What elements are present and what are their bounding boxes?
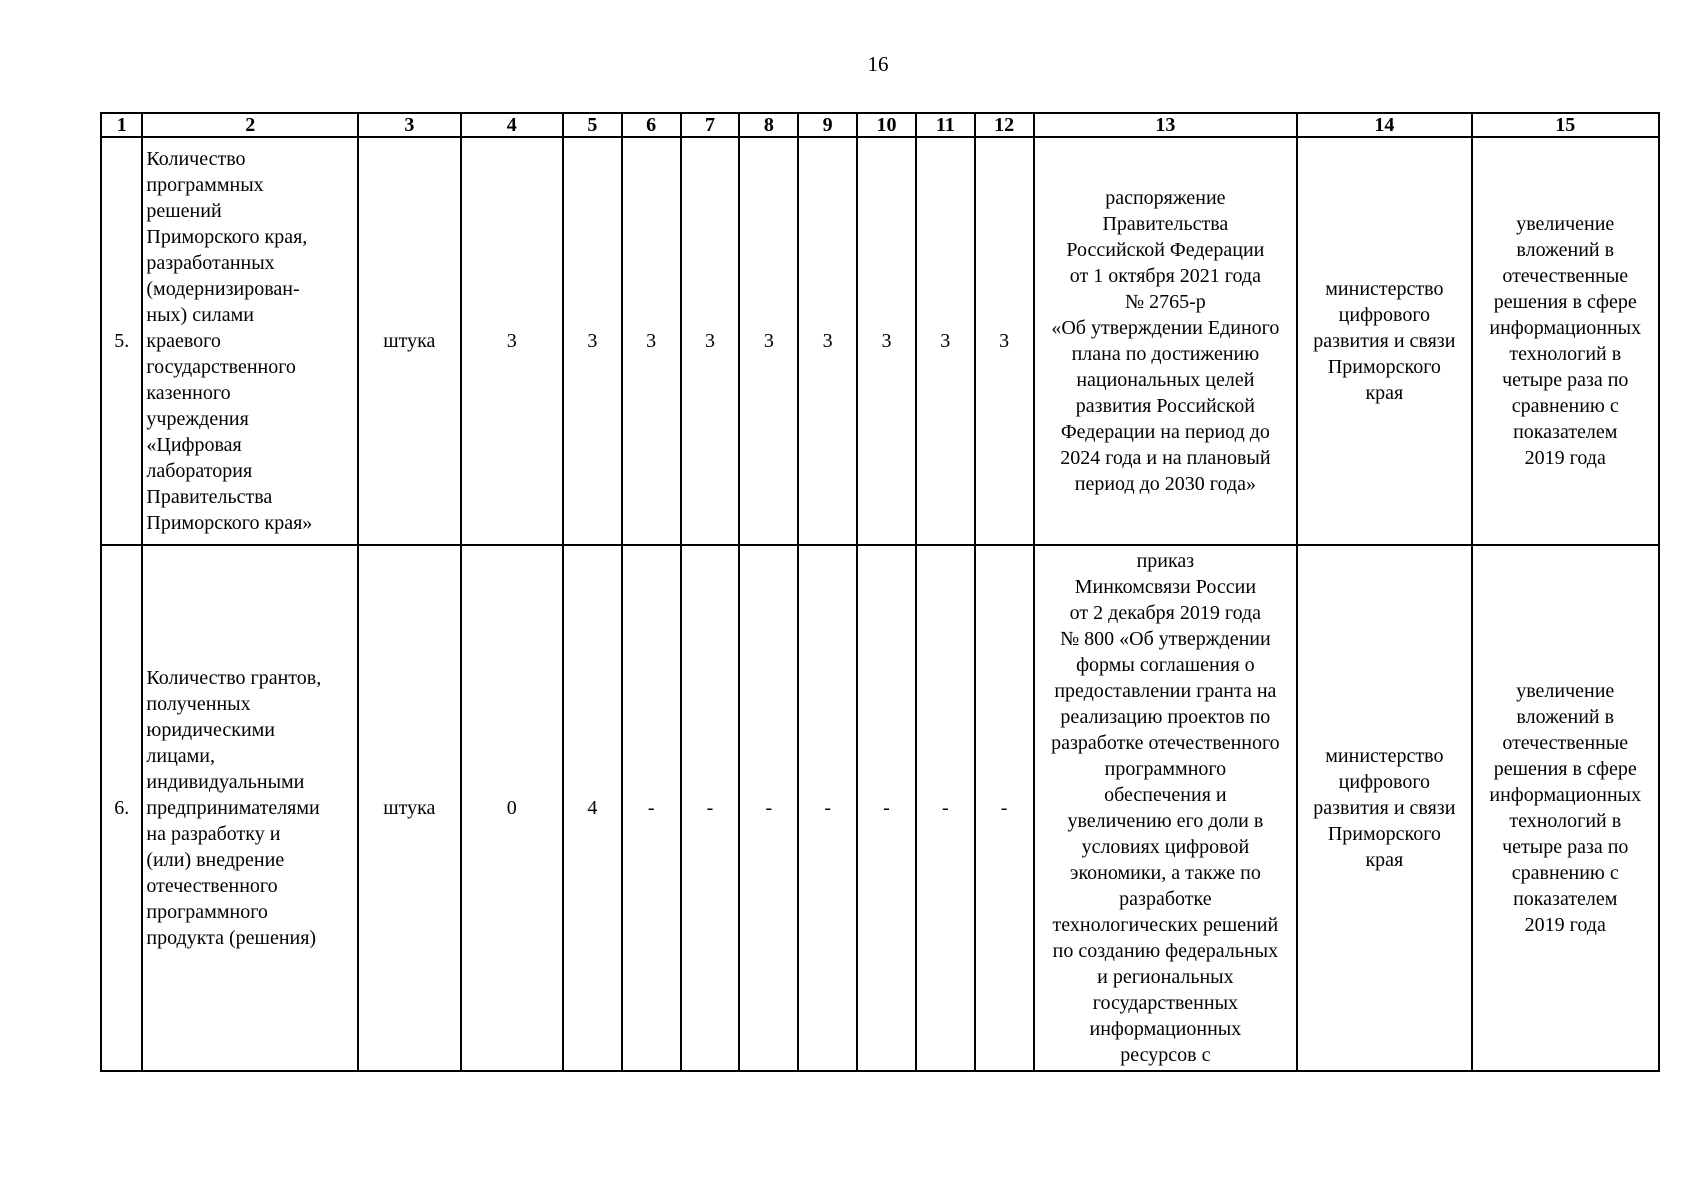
row-number: 5.: [101, 137, 142, 545]
responsible-cell: министерство цифрового развития и связи Приморского края: [1297, 137, 1471, 545]
indicator-name: Количество программных решений Приморского края, разработанных (модернизирован- ных) силами краевого государственного казенного учреждения «Цифровая лаборатория Правительства Приморского края»: [142, 137, 358, 545]
value-cell: -: [916, 545, 975, 1071]
column-header: 9: [798, 113, 857, 137]
header-row: [101, 113, 1659, 137]
value-cell: 3: [461, 137, 563, 545]
column-header: 5: [563, 113, 622, 137]
value-cell: 3: [798, 137, 857, 545]
column-header: 3: [358, 113, 460, 137]
value-cell: 3: [975, 137, 1034, 545]
indicators-table: [100, 112, 1660, 1072]
column-header: 10: [857, 113, 916, 137]
column-header: 6: [622, 113, 681, 137]
column-header: 15: [1472, 113, 1659, 137]
indicator-name: Количество грантов, полученных юридическими лицами, индивидуальными предпринимателями на разработку и (или) внедрение отечественного программного продукта (решения): [142, 545, 358, 1071]
column-header: 13: [1034, 113, 1298, 137]
column-header: 8: [739, 113, 798, 137]
column-header: 11: [916, 113, 975, 137]
value-cell: -: [857, 545, 916, 1071]
value-cell: 3: [563, 137, 622, 545]
value-cell: 4: [563, 545, 622, 1071]
value-cell: 3: [622, 137, 681, 545]
page-number: 16: [867, 52, 889, 76]
column-header: 4: [461, 113, 563, 137]
result-cell: увеличение вложений в отечественные решения в сфере информационных технологий в четыре раза по сравнению с показателем 2019 года: [1472, 137, 1659, 545]
result-cell: увеличение вложений в отечественные решения в сфере информационных технологий в четыре раза по сравнению с показателем 2019 года: [1472, 545, 1659, 1071]
column-header: 12: [975, 113, 1034, 137]
legal-basis-cell: распоряжение Правительства Российской Федерации от 1 октября 2021 года № 2765-р «Об утверждении Единого плана по достижению национальных целей развития Российской Федерации на период до 2024 года и на плановый период до 2030 года»: [1034, 137, 1298, 545]
value-cell: 3: [681, 137, 740, 545]
responsible-cell: министерство цифрового развития и связи Приморского края: [1297, 545, 1471, 1071]
unit-cell: штука: [358, 137, 460, 545]
value-cell: 3: [857, 137, 916, 545]
value-cell: 3: [739, 137, 798, 545]
value-cell: -: [681, 545, 740, 1071]
legal-basis-cell: приказ Минкомсвязи России от 2 декабря 2019 года № 800 «Об утверждении формы соглашения о предоставлении гранта на реализацию проектов по разработке отечественного программного обеспечения и увеличению его доли в условиях цифровой экономики, а также по разработке технологических решений по созданию федеральных и региональных государственных информационных ресурсов с: [1034, 545, 1298, 1071]
value-cell: -: [622, 545, 681, 1071]
value-cell: -: [798, 545, 857, 1071]
value-cell: -: [975, 545, 1034, 1071]
column-header: 14: [1297, 113, 1471, 137]
column-header: 1: [101, 113, 142, 137]
table-row: [101, 137, 1659, 545]
value-cell: -: [739, 545, 798, 1071]
value-cell: 3: [916, 137, 975, 545]
column-header: 2: [142, 113, 358, 137]
row-number: 6.: [101, 545, 142, 1071]
table-row: [101, 545, 1659, 1071]
value-cell: 0: [461, 545, 563, 1071]
column-header: 7: [681, 113, 740, 137]
unit-cell: штука: [358, 545, 460, 1071]
